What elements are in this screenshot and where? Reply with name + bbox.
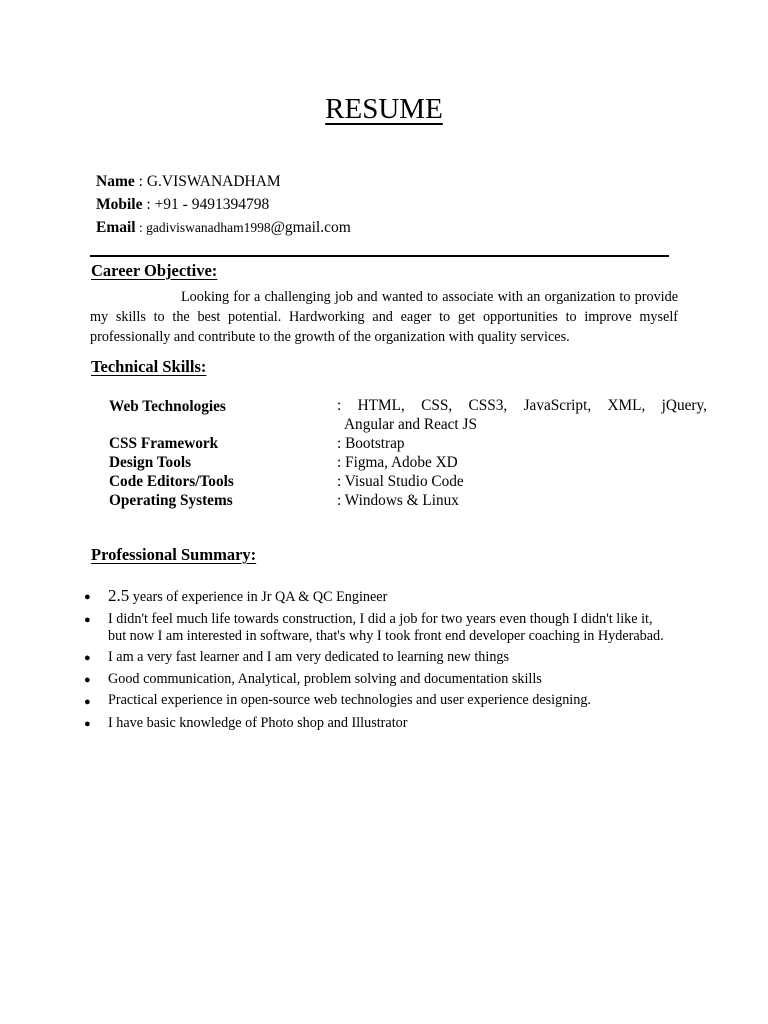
skill-value-web-technologies-cont: Angular and React JS (344, 416, 477, 433)
professional-summary-heading: Professional Summary: (91, 545, 257, 564)
resume-title-text: RESUME (325, 93, 443, 125)
summary-item-text: years of experience in Jr QA & QC Engineer (129, 589, 388, 605)
mobile-separator: : (142, 196, 155, 213)
mobile-label: Mobile (96, 196, 143, 213)
skill-label-code-editors: Code Editors/Tools (109, 473, 234, 490)
contact-mobile (96, 195, 269, 215)
summary-item-lead: 2.5 (108, 586, 130, 605)
name-separator: : (134, 173, 147, 190)
bullet-icon: ● (84, 718, 91, 730)
skill-value-css-framework: : Bootstrap (337, 435, 405, 452)
mobile-value: +91 - 9491394798 (154, 196, 270, 213)
email-domain: @gmail.com (270, 219, 351, 236)
skill-label-operating-systems: Operating Systems (109, 492, 233, 509)
skill-value-code-editors: : Visual Studio Code (337, 473, 464, 490)
contact-email (96, 218, 351, 238)
email-local: gadiviswanadham1998 (146, 220, 271, 235)
header-divider (90, 255, 669, 257)
bullet-icon: ● (84, 614, 91, 626)
email-label: Email (96, 219, 136, 236)
technical-skills-heading: Technical Skills: (91, 357, 207, 376)
summary-item: Good communication, Analytical, problem solving and documentation skills (108, 671, 542, 687)
email-separator: : (135, 220, 147, 235)
summary-item-cont: but now I am interested in software, that's why I took front end developer coaching in Hyderabad. (108, 628, 664, 644)
bullet-icon: ● (84, 652, 91, 664)
name-label: Name (96, 173, 135, 190)
contact-name (96, 172, 281, 192)
skill-label-web-technologies: Web Technologies (109, 398, 226, 415)
bullet-icon: ● (84, 674, 91, 686)
name-value: G.VISWANADHAM (146, 173, 281, 190)
skill-value-web-technologies: : HTML, CSS, CSS3, JavaScript, XML, jQuery, (337, 397, 707, 414)
career-objective-heading: Career Objective: (91, 261, 218, 280)
resume-title (0, 91, 768, 127)
skill-value-design-tools: : Figma, Adobe XD (337, 454, 458, 471)
summary-item: I have basic knowledge of Photo shop and Illustrator (108, 715, 408, 731)
skill-value-operating-systems: : Windows & Linux (337, 492, 459, 509)
career-objective-body: Looking for a challenging job and wanted to associate with an organization to provide my skills to the best potential. Hardworking and eager to get opportunities to improve myself professionally and contribute to the growth of the organization with quality services. (90, 289, 678, 345)
summary-item: I didn't feel much life towards construction, I did a job for two years even though I didn't like it, (108, 611, 653, 627)
bullet-icon: ● (84, 591, 91, 603)
skill-label-design-tools: Design Tools (109, 454, 192, 471)
summary-item (108, 586, 387, 607)
career-objective-text (90, 288, 678, 347)
bullet-icon: ● (84, 696, 91, 708)
skill-label-css-framework: CSS Framework (109, 435, 219, 452)
summary-item: Practical experience in open-source web technologies and user experience designing. (108, 692, 591, 708)
summary-item: I am a very fast learner and I am very dedicated to learning new things (108, 649, 510, 665)
